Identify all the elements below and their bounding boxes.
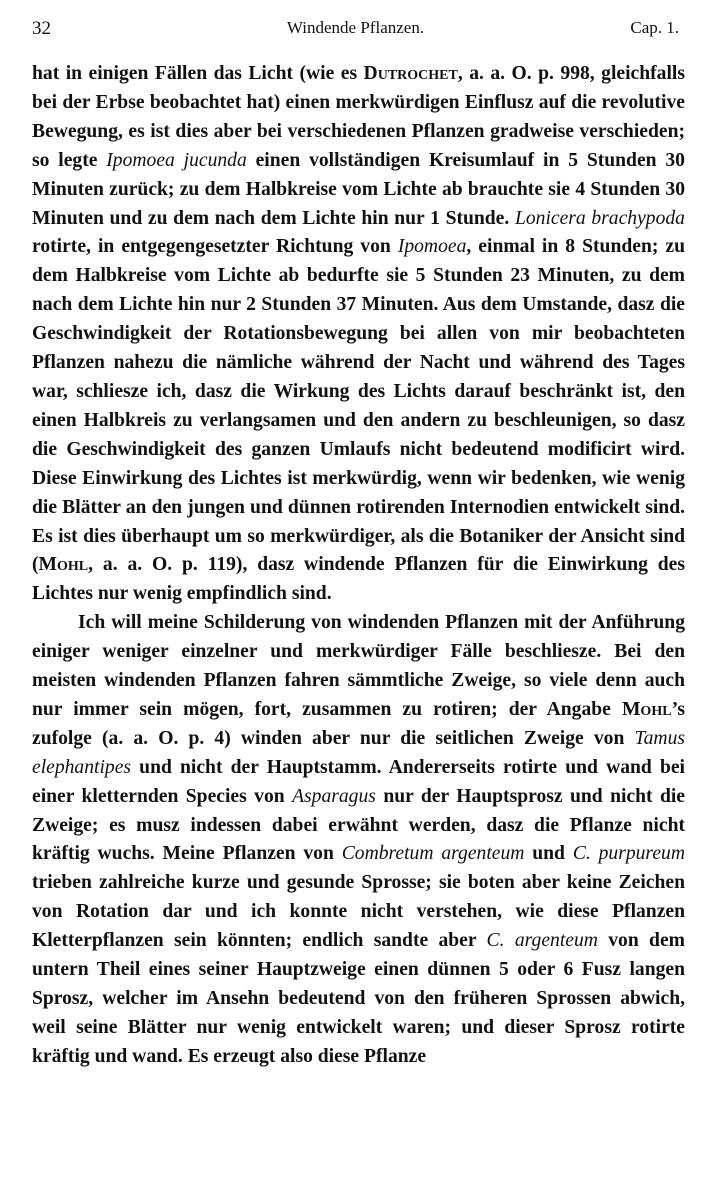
running-header bbox=[32, 18, 679, 44]
italic-term: C. purpureum bbox=[572, 843, 685, 865]
italic-term: Asparagus bbox=[292, 785, 376, 807]
text-run: einen vollständigen Kreisumlauf in 5 Stunden 30 Minuten zurück; zu dem Halbkreise vom Lichte ab brauchte sie 4 Stunden 30 Minuten und zu dem nach dem Lichte hin nur 1 Stunde. bbox=[32, 149, 685, 229]
italic-term: Ipomoea jucunda bbox=[106, 149, 247, 171]
page-number: 32 bbox=[32, 18, 51, 39]
body-text bbox=[32, 60, 685, 1072]
text-run: rotirte, in entgegengesetzter Richtung von bbox=[32, 236, 398, 258]
italic-term: Lonicera brachypoda bbox=[514, 207, 685, 229]
text-run: ’s zufolge (a. a. O. p. 4) winden aber nur die seitlichen Zweige von bbox=[32, 698, 685, 749]
text-run: nur der Hauptsprosz und nicht die Zweige; es musz indessen dabei erwähnt werden, dasz die Pflanze nicht kräftig wuchs. Meine Pflanzen von bbox=[32, 785, 686, 865]
author-name: Mohl bbox=[38, 554, 89, 576]
text-run: , einmal in 8 Stunden; zu dem Halbkreise vom Lichte ab bedurfte sie 5 Stunden 23 Minuten, zu dem nach dem Lichte hin nur 2 Stunden 37 Minuten. Aus dem Umstande, dasz die Geschwindigkeit der Rotationsbewegung bei allen von mir beobachteten Pflanzen nahezu die nämliche während der Nacht und während des Tages war, schliesze ich, dasz die Wirkung des Lichts darauf beschränkt ist, den einen Halbkreis zu verlangsamen und den andern zu beschleunigen, so dasz die Geschwindigkeit des ganzen Umlaufs nicht bedeutend modificirt wird. Diese Einwirkung des Lichtes ist merkwürdig, wenn wir bedenken, wie wenig die Blätter an den jungen und dünnen rotirenden Internodien entwickelt sind. Es ist dies überhaupt um so merkwürdiger, als die Botaniker der Ansicht sind ( bbox=[32, 236, 685, 576]
paragraph bbox=[32, 609, 685, 1072]
text-run: hat in einigen Fällen das Licht (wie es bbox=[32, 63, 364, 84]
author-name: Mohl bbox=[621, 698, 672, 720]
text-run: und nicht der Hauptstamm. Andererseits rotirte und wand bei einer kletternden Species von bbox=[32, 756, 685, 807]
italic-term: Combretum argenteum bbox=[341, 843, 525, 865]
paragraph bbox=[32, 60, 685, 609]
text-run: von dem untern Theil eines seiner Hauptzweige einen dünnen 5 oder 6 Fusz langen Sprosz, welcher im Ansehn bedeutend von den früheren Sprossen abwich, weil seine Blätter nur wenig entwickelt waren; und dieser Sprosz rotirte kräftig und wand. Es erzeugt also diese Pflanze bbox=[32, 930, 685, 1067]
text-run: , a. a. O. p. 119), dasz windende Pflanzen für die Einwirkung des Lichtes nur wenig empfindlich sind. bbox=[32, 554, 685, 605]
italic-term: C. argenteum bbox=[486, 930, 598, 952]
italic-term: Ipomoea bbox=[397, 236, 467, 258]
running-title: Windende Pflanzen. bbox=[286, 18, 425, 37]
italic-term: Tamus elephantipes bbox=[32, 727, 685, 778]
author-name: Dutrochet bbox=[363, 63, 458, 84]
text-run: trieben zahlreiche kurze und gesunde Sprosse; sie boten aber keine Zeichen von Rotation dar und ich konnte nicht verstehen, wie diese Pflanzen Kletterpflanzen sein könnten; endlich sandte aber bbox=[32, 872, 685, 952]
text-run: und bbox=[524, 843, 573, 865]
chapter-label: Cap. 1. bbox=[630, 18, 679, 37]
text-run: Ich will meine Schilderung von windenden Pflanzen mit der Anführung einiger weniger einzelner und merkwürdiger Fälle beschliesze. Bei den meisten windenden Pflanzen fahren sämmtliche Zweige, so viele denn auch nur immer sein mögen, fort, zusammen zu rotiren; der Angabe bbox=[32, 612, 685, 720]
text-run: , a. a. O. p. 998, gleichfalls bei der Erbse beobachtet hat) einen merkwürdigen Einflusz auf die revolutive Bewegung, es ist dies aber bei verschiedenen Pflanzen gradweise verschieden; so legte bbox=[32, 63, 685, 171]
